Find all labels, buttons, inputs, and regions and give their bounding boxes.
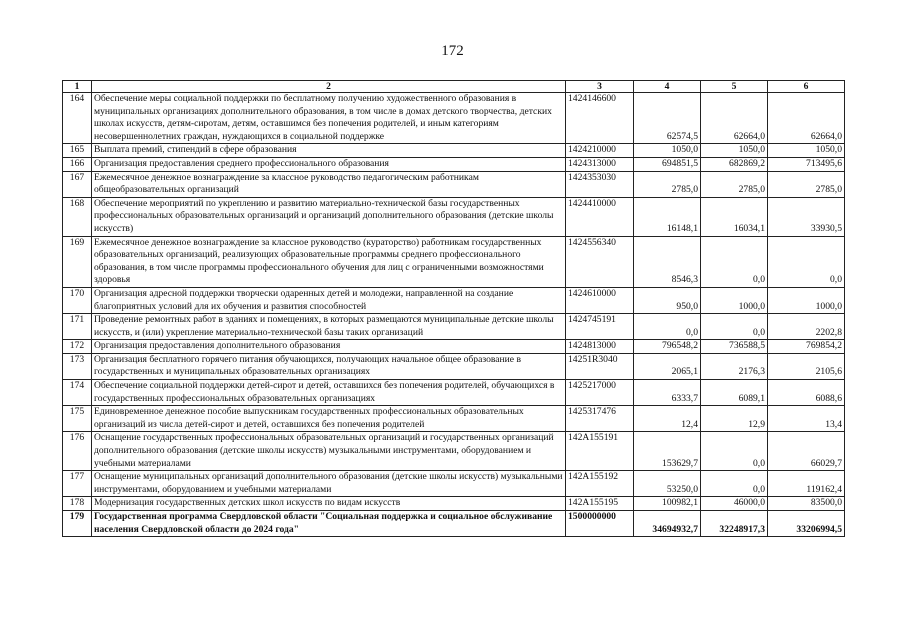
table-row — [63, 93, 845, 144]
row-number: 166 — [63, 157, 92, 171]
row-value-col6: 713495,6 — [768, 157, 845, 171]
row-value-col6: 2105,6 — [768, 353, 845, 379]
row-value-col6: 62664,0 — [768, 93, 845, 144]
row-value-col4: 6333,7 — [634, 380, 701, 406]
row-value-col4: 1050,0 — [634, 144, 701, 158]
row-code: 142A155191 — [566, 432, 634, 471]
row-name: Организация предоставления среднего профессионального образования — [92, 157, 566, 171]
table-row — [63, 353, 845, 379]
row-code: 1424410000 — [566, 197, 634, 236]
row-value-col5: 16034,1 — [701, 197, 768, 236]
row-number: 168 — [63, 197, 92, 236]
row-value-col5: 0,0 — [701, 432, 768, 471]
row-number: 175 — [63, 406, 92, 432]
page-number: 172 — [441, 43, 464, 59]
row-code: 14251R3040 — [566, 353, 634, 379]
row-value-col5: 1050,0 — [701, 144, 768, 158]
row-value-col4: 12,4 — [634, 406, 701, 432]
row-number: 179 — [63, 511, 92, 537]
table-row — [63, 287, 845, 313]
row-value-col5: 46000,0 — [701, 497, 768, 511]
row-number: 169 — [63, 236, 92, 287]
row-value-col6: 119162,4 — [768, 471, 845, 497]
table-row — [63, 497, 845, 511]
row-value-col6: 2202,8 — [768, 314, 845, 340]
row-value-col4: 62574,5 — [634, 93, 701, 144]
row-name: Обеспечение социальной поддержки детей-сирот и детей, оставшихся без попечения родителей, обучающихся в государственных профессиональных образовательных организациях — [92, 380, 566, 406]
row-code: 1424745191 — [566, 314, 634, 340]
row-value-col6: 33206994,5 — [768, 511, 845, 537]
budget-table — [62, 80, 845, 537]
row-code: 1424210000 — [566, 144, 634, 158]
row-value-col5: 0,0 — [701, 471, 768, 497]
table-row — [63, 471, 845, 497]
row-code: 142A155192 — [566, 471, 634, 497]
row-value-col6: 66029,7 — [768, 432, 845, 471]
row-code: 1425217000 — [566, 380, 634, 406]
row-name: Оснащение муниципальных организаций дополнительного образования (детские школы искусств) музыкальными инструментами, оборудованием и учебными материалами — [92, 471, 566, 497]
table-row — [63, 236, 845, 287]
row-value-col4: 2785,0 — [634, 171, 701, 197]
table-row — [63, 171, 845, 197]
row-code: 1424813000 — [566, 340, 634, 354]
table-header-row — [63, 81, 845, 93]
row-value-col5: 682869,2 — [701, 157, 768, 171]
table-row — [63, 511, 845, 537]
table-row — [63, 406, 845, 432]
row-value-col4: 2065,1 — [634, 353, 701, 379]
row-number: 174 — [63, 380, 92, 406]
row-value-col6: 769854,2 — [768, 340, 845, 354]
row-code: 1424146600 — [566, 93, 634, 144]
row-value-col4: 53250,0 — [634, 471, 701, 497]
table-row — [63, 314, 845, 340]
row-value-col5: 6089,1 — [701, 380, 768, 406]
row-name: Организация бесплатного горячего питания обучающихся, получающих начальное общее образование в государственных и муниципальных образовательных организациях — [92, 353, 566, 379]
row-name: Выплата премий, стипендий в сфере образования — [92, 144, 566, 158]
row-number: 173 — [63, 353, 92, 379]
row-code: 1424610000 — [566, 287, 634, 313]
row-code: 1424556340 — [566, 236, 634, 287]
row-name: Обеспечение мероприятий по укреплению и развитию материально-технической базы государственных профессиональных образовательных организаций и организаций дополнительного образования (детские школы искусств) — [92, 197, 566, 236]
row-value-col6: 13,4 — [768, 406, 845, 432]
row-name: Организация адресной поддержки творчески одаренных детей и молодежи, направленной на создание благоприятных условий для их обучения и развития способностей — [92, 287, 566, 313]
table-row — [63, 197, 845, 236]
row-number: 167 — [63, 171, 92, 197]
row-value-col6: 0,0 — [768, 236, 845, 287]
row-value-col4: 950,0 — [634, 287, 701, 313]
row-value-col5: 0,0 — [701, 236, 768, 287]
header-col-3: 3 — [566, 81, 634, 93]
row-value-col6: 2785,0 — [768, 171, 845, 197]
row-code: 142A155195 — [566, 497, 634, 511]
row-value-col4: 16148,1 — [634, 197, 701, 236]
row-value-col6: 1050,0 — [768, 144, 845, 158]
row-code: 1424353030 — [566, 171, 634, 197]
row-value-col5: 736588,5 — [701, 340, 768, 354]
table-row — [63, 432, 845, 471]
row-code: 1500000000 — [566, 511, 634, 537]
table-row — [63, 380, 845, 406]
row-value-col5: 12,9 — [701, 406, 768, 432]
row-number: 178 — [63, 497, 92, 511]
row-number: 172 — [63, 340, 92, 354]
row-name: Ежемесячное денежное вознаграждение за классное руководство (кураторство) работникам государственных образовательных организаций, реализующих образовательные программы среднего профессионального образования, в том числе программы профессионального обучения для лиц с ограниченными возможностями здоровья — [92, 236, 566, 287]
row-number: 176 — [63, 432, 92, 471]
row-value-col4: 153629,7 — [634, 432, 701, 471]
row-value-col4: 8546,3 — [634, 236, 701, 287]
table-row — [63, 340, 845, 354]
row-value-col6: 1000,0 — [768, 287, 845, 313]
row-value-col5: 32248917,3 — [701, 511, 768, 537]
row-number: 171 — [63, 314, 92, 340]
row-name: Модернизация государственных детских школ искусств по видам искусств — [92, 497, 566, 511]
header-col-6: 6 — [768, 81, 845, 93]
row-name: Организация предоставления дополнительного образования — [92, 340, 566, 354]
row-name: Единовременное денежное пособие выпускникам государственных профессиональных образовательных организаций из числа детей-сирот и детей, оставшихся без попечения родителей — [92, 406, 566, 432]
row-value-col4: 100982,1 — [634, 497, 701, 511]
row-number: 177 — [63, 471, 92, 497]
row-value-col4: 34694932,7 — [634, 511, 701, 537]
header-col-2: 2 — [92, 81, 566, 93]
row-value-col5: 0,0 — [701, 314, 768, 340]
table-row — [63, 144, 845, 158]
row-number: 170 — [63, 287, 92, 313]
row-name: Ежемесячное денежное вознаграждение за классное руководство педагогическим работникам общеобразовательных организаций — [92, 171, 566, 197]
row-name: Государственная программа Свердловской области "Социальная поддержка и социальное обслуживание населения Свердловской области до 2024 года" — [92, 511, 566, 537]
row-code: 1424313000 — [566, 157, 634, 171]
row-value-col5: 1000,0 — [701, 287, 768, 313]
row-value-col6: 6088,6 — [768, 380, 845, 406]
row-value-col4: 0,0 — [634, 314, 701, 340]
row-value-col4: 694851,5 — [634, 157, 701, 171]
row-value-col5: 62664,0 — [701, 93, 768, 144]
row-name: Оснащение государственных профессиональных образовательных организаций и государственных организаций дополнительного образования (детские школы искусств) музыкальными инструментами, оборудованием и учебными материалами — [92, 432, 566, 471]
header-col-5: 5 — [701, 81, 768, 93]
header-col-4: 4 — [634, 81, 701, 93]
row-code: 1425317476 — [566, 406, 634, 432]
table-row — [63, 157, 845, 171]
header-col-1: 1 — [63, 81, 92, 93]
row-number: 164 — [63, 93, 92, 144]
row-value-col4: 796548,2 — [634, 340, 701, 354]
row-value-col6: 83500,0 — [768, 497, 845, 511]
row-name: Обеспечение меры социальной поддержки по бесплатному получению художественного образования в муниципальных организациях дополнительного образования, в том числе в домах детского творчества, детских школах искусств, детям-сиротам, детям, оставшимся без попечения родителей, и иным категориям несовершеннолетних граждан, нуждающихся в социальной поддержке — [92, 93, 566, 144]
row-value-col5: 2176,3 — [701, 353, 768, 379]
row-name: Проведение ремонтных работ в зданиях и помещениях, в которых размещаются муниципальные детские школы искусств, и (или) укрепление материально-технической базы таких организаций — [92, 314, 566, 340]
row-number: 165 — [63, 144, 92, 158]
row-value-col6: 33930,5 — [768, 197, 845, 236]
row-value-col5: 2785,0 — [701, 171, 768, 197]
